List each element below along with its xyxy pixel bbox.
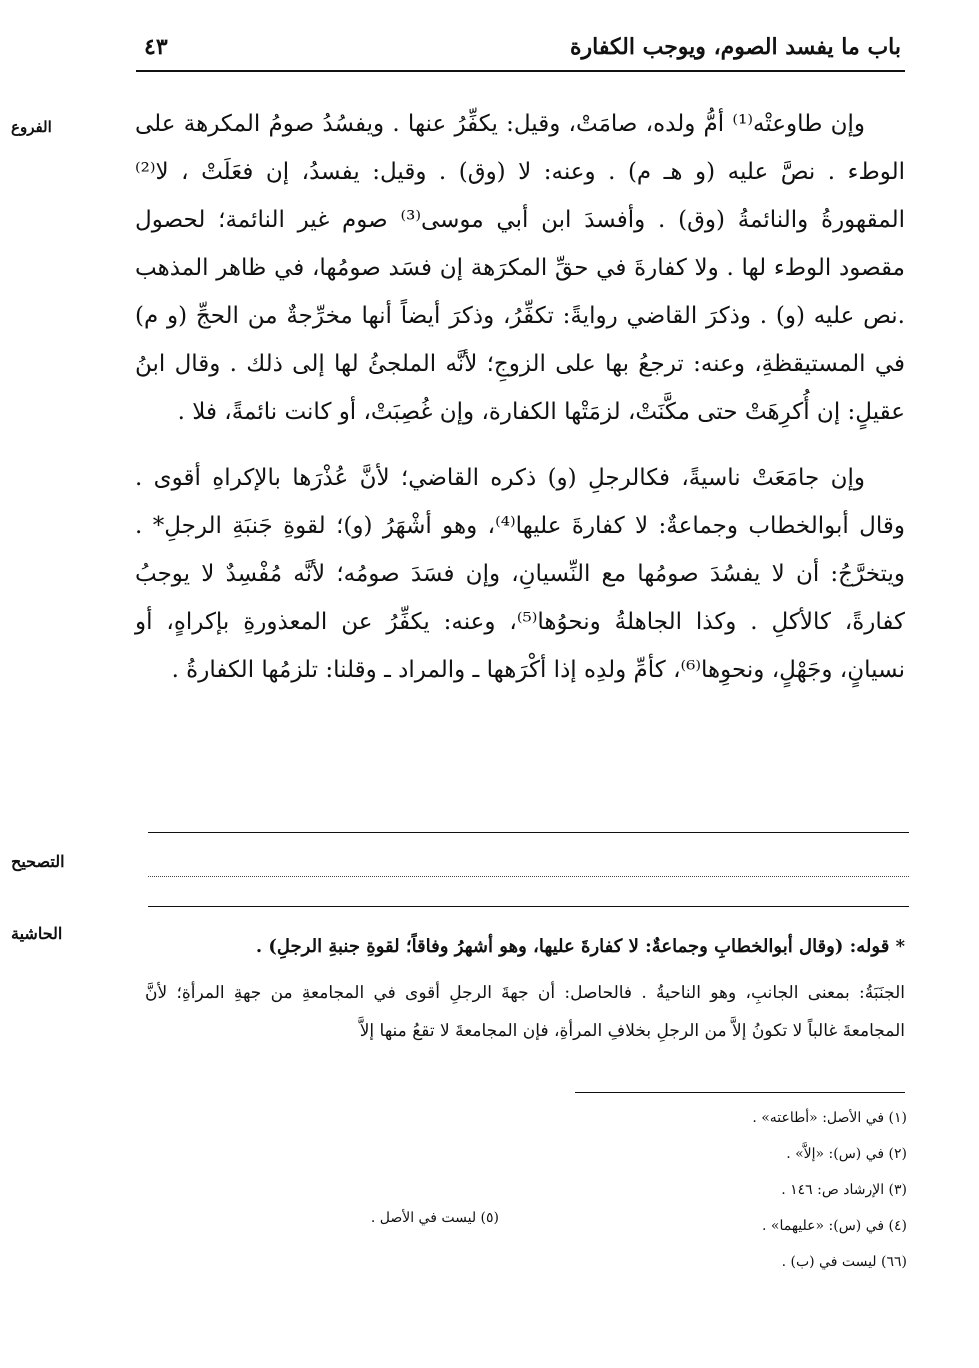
chapter-title: باب ما يفسد الصوم، ويوجب الكفارة (570, 34, 901, 60)
tashih-dotted-line (148, 876, 909, 877)
main-text (135, 100, 905, 694)
footnote-item-5: (٥) ليست في الأصل . (370, 1210, 499, 1226)
side-label-furu: الفروع (11, 118, 52, 136)
main-paragraph-2: وإن جامَعَتْ ناسيةً، فكالرجلِ (و) ذكره القاضي؛ لأنَّ عُذْرَها بالإكراهِ أقوى . وقال أبوالخطاب وجماعةٌ: لا كفارةَ عليها⁽⁴⁾، وهو أشْهَرُ (و)؛ لقوةِ جَنبَةِ الرجلِ* . ويتخرَّجُ: أن لا يفسُدَ صومُها مع النِّسيانِ، وإن فسَدَ صومُه؛ لأنَّه مُفْسِدٌ لا يوجبُ كفارةً، كالأكلِ . وكذا الجاهلةُ ونحوُها⁽⁵⁾، وعنه: يكفِّرُ عن المعذورةِ بإكراهٍ، أو نسيانٍ، وجَهْلٍ، ونحوِها⁽⁶⁾، كأمِّ ولدِه إذا أكْرَهها ـ والمراد ـ وقلنا: تلزمُها الكفارةُ . (135, 465, 905, 683)
hashiya-lead: * قوله: (وقال أبوالخطابِ وجماعةٌ: لا كفارةَ عليها، وهو أشهرُ وفاقاً؛ لقوةِ جنبةِ الرجلِ) . (255, 936, 905, 957)
tashih-bottom-rule (148, 906, 909, 907)
hashiya-body: الجنَبَةُ: بمعنى الجانبِ، وهو الناحيةُ . فالحاصل: أن جهةَ الرجلِ أقوى في المجامعةِ من جهةِ المرأةِ؛ لأنَّ المجامعةَ غالباً لا تكونُ إلاَّ من الرجلِ بخلافِ المرأةِ، فإن المجامعةَ لا تقعُ منها إلاَّ (145, 983, 905, 1041)
running-header (136, 26, 905, 72)
footnote-item: (٤) في (س): «عليهما» . (762, 1218, 907, 1234)
side-label-tashih: التصحيح (11, 852, 65, 871)
footnote-item: (٦٦) ليست في (ب) . (781, 1254, 907, 1270)
hashiya-section (145, 928, 905, 1050)
tashih-top-rule (148, 832, 909, 833)
footnote-rule (575, 1092, 905, 1093)
page-number: ٤٣ (144, 34, 168, 60)
main-paragraph-1: وإن طاوعتْه⁽¹⁾ أمُّ ولده، صامَتْ، وقيل: يكفِّرُ عنها . ويفسُدُ صومُ المكرهة على الوطء . نصَّ عليه (و هـ م) . وعنه: لا (وق) . وقيل: يفسدُ، إن فعَلَتْ ، لا⁽²⁾ المقهورةُ والنائمةُ (وق) . وأفسدَ ابن أبي موسى⁽³⁾ صوم غير النائمة؛ لحصول مقصود الوطء لها . ولا كفارةَ في حقِّ المكرَهة إن فسَد صومُها، في ظاهر المذهب .نص عليه (و) . وذكرَ القاضي روايةً: تكفِّرُ، وذكرَ أيضاً أنها مخرِّجةٌ من الحجِّ (و م) في المستيقظةِ، وعنه: ترجعُ بها على الزوجِ؛ لأنَّه الملجئُ لها إلى ذلك . وقال ابنُ عقيلٍ: إن أُكرِهَتْ حتى مكَّنَتْ، لزمَتْها الكفارة، وإن غُصِبَتْ، أو كانت نائمةً، فلا . (135, 111, 905, 425)
footnotes (47, 1100, 907, 1280)
footnote-item: (٢) في (س): «إلاَّ» . (786, 1146, 907, 1162)
footnote-item: (٣) الإرشاد ص: ١٤٦ . (781, 1182, 907, 1198)
footnote-item: (١) في الأصل: «أطاعته» . (752, 1110, 907, 1126)
side-label-hashiya: الحاشية (11, 924, 63, 943)
